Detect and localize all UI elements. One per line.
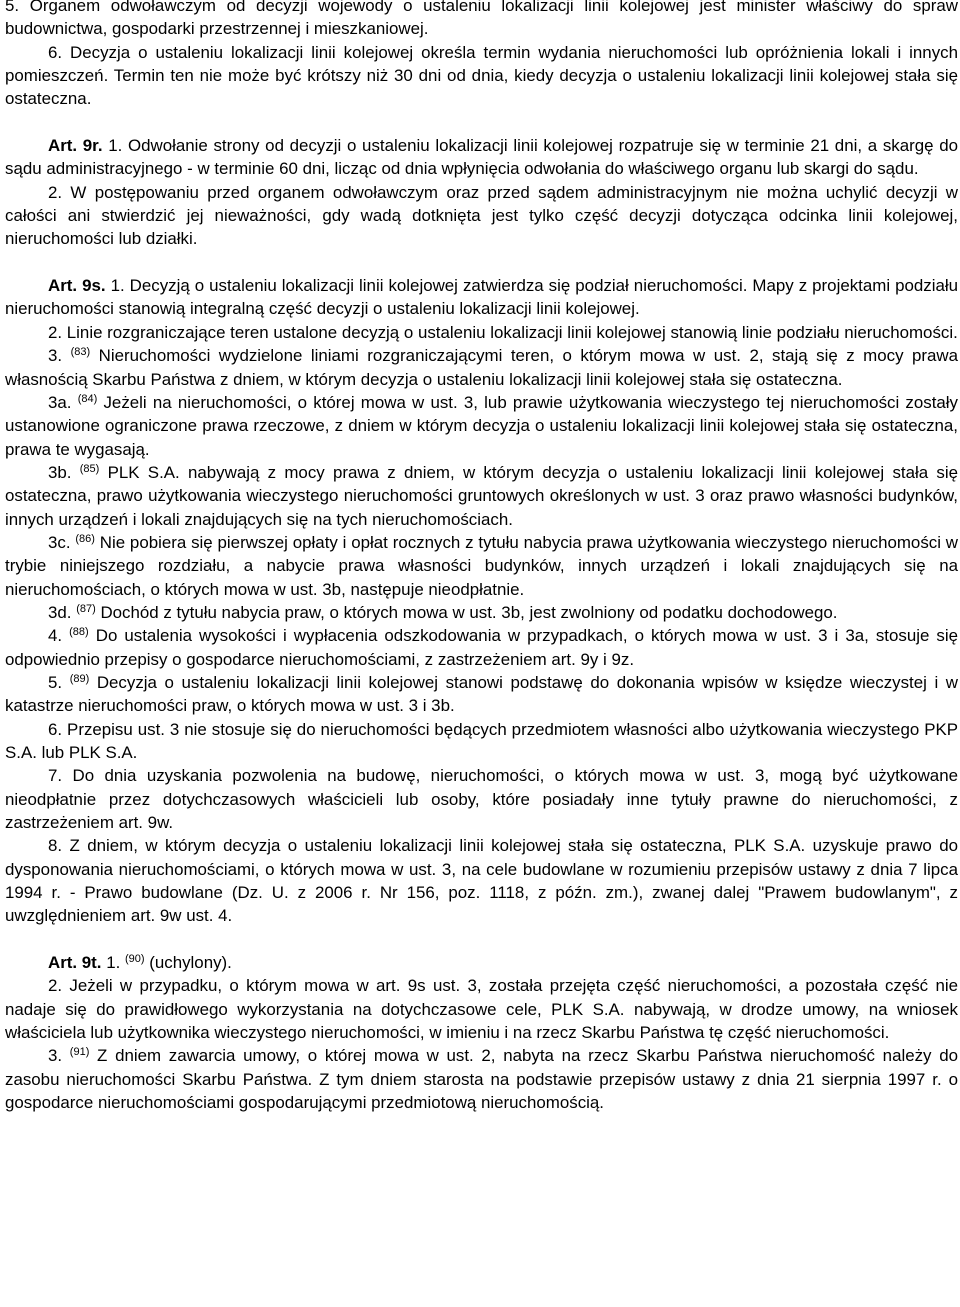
- article-9s-paragraph-1: [5, 274, 958, 321]
- article-9s-paragraph-3d: [5, 601, 958, 624]
- paragraph-text: Nieruchomości wydzielone liniami rozgraniczającymi teren, o którym mowa w ust. 2, stają się z mocy prawa własnością Skarbu Państwa z dniem, w którym decyzja o ustaleniu lokalizacji linii kolejowej stała się ostateczna.: [5, 346, 958, 389]
- paragraph-text: Z dniem, w którym decyzja o ustaleniu lokalizacji linii kolejowej stała się ostateczna, PLK S.A. uzyskuje prawo do dysponowania nieruchomościami, o których mowa w ust. 3, na cele budowlane w rozumieniu przepisów ustawy z dnia 7 lipca 1994 r. - Prawo budowlane (Dz. U. z 2006 r. Nr 156, poz. 1118, z późn. zm.), zwanej dalej "Prawem budowlanym", z uwzględnieniem art. 9w ust. 4.: [5, 836, 958, 926]
- article-9s-paragraph-2: [5, 321, 958, 344]
- paragraph-number: 3c.: [48, 532, 71, 552]
- paragraph-number: 3.: [48, 1046, 63, 1066]
- paragraph-text: Nie pobiera się pierwszej opłaty i opłat rocznych z tytułu nabycia prawa użytkowania wieczystego nieruchomości w trybie niniejszego rozdziału, a nabycie prawa własności budynków, innych urządzeń i lokali znajdujących się na nieruchomościach, o których mowa w ust. 3b, następuje nieodpłatnie.: [5, 532, 958, 599]
- paragraph-number: 2.: [48, 182, 63, 202]
- paragraph-number: 5.: [5, 0, 20, 15]
- paragraph-text: Przepisu ust. 3 nie stosuje się do nieruchomości będących przedmiotem własności albo użytkowania wieczystego PKP S.A. lub PLK S.A.: [5, 719, 958, 762]
- paragraph-text: Jeżeli w przypadku, o którym mowa w art. 9s ust. 3, została przejęta część nieruchomości, a pozostała część nie nadaje się do prawidłowego wykorzystania na dotychczasowe cele, PLK S.A. nabywają, w drodze umowy, na wniosek właściciela lub użytkownika wieczystego nieruchomości, w imieniu i na rzecz Skarbu Państwa tę część nieruchomości.: [5, 976, 958, 1043]
- article-9r-paragraph-1: [5, 134, 958, 181]
- article-9r-paragraph-2: [5, 181, 958, 251]
- article-9t-paragraph-1: [5, 951, 958, 974]
- paragraph-text: Organem odwoławczym od decyzji wojewody o ustaleniu lokalizacji linii kolejowej jest minister właściwy do spraw budownictwa, gospodarki przestrzennej i mieszkaniowej.: [5, 0, 958, 39]
- paragraph-number: 1.: [105, 276, 125, 296]
- article-9s-paragraph-3c: [5, 531, 958, 601]
- paragraph-text: Do ustalenia wysokości i wypłacenia odszkodowania w przypadkach, o których mowa w ust. 3 i 3a, stosuje się odpowiednio przepisy o gospodarce nieruchomościami, z zastrzeżeniem art. 9y i 9z.: [5, 626, 958, 669]
- paragraph-number: 6.: [48, 42, 63, 62]
- paragraph-number: 2.: [48, 976, 63, 996]
- footnote-ref: (87): [76, 602, 96, 615]
- footnote-ref: (83): [70, 346, 91, 359]
- article-heading: Art. 9s.: [48, 276, 106, 296]
- article-9s-paragraph-3b: [5, 461, 958, 531]
- footnote-ref: (89): [69, 672, 90, 685]
- footnote-ref: (85): [79, 462, 100, 475]
- paragraph-number: 3a.: [48, 392, 72, 412]
- footnote-ref: (84): [77, 392, 98, 405]
- paragraph-number: 7.: [48, 766, 63, 786]
- paragraph-6: [5, 41, 958, 111]
- article-9t-paragraph-3: [5, 1044, 958, 1114]
- article-9s-paragraph-7: [5, 764, 958, 834]
- paragraph-text: Linie rozgraniczające teren ustalone decyzją o ustaleniu lokalizacji linii kolejowej stanowią linie podziału nieruchomości.: [62, 322, 958, 342]
- article-9s-paragraph-8: [5, 834, 958, 927]
- paragraph-text: Odwołanie strony od decyzji o ustaleniu lokalizacji linii kolejowej rozpatruje się w terminie 21 dni, a skargę do sądu administracyjnego - w terminie 60 dni, licząc od dnia wpłynięcia odwołania do właściwego organu lub skargi do sądu.: [5, 136, 958, 179]
- footnote-ref: (90): [124, 953, 145, 966]
- paragraph-number: 6.: [48, 719, 63, 739]
- paragraph-text: Decyzja o ustaleniu lokalizacji linii kolejowej stanowi podstawę do dokonania wpisów w księdze wieczystej i w katastrze nieruchomości praw, o których mowa w ust. 3 i 3b.: [5, 672, 958, 716]
- paragraph-number: 3.: [48, 346, 63, 366]
- paragraph-text: Dochód z tytułu nabycia praw, o których mowa w ust. 3b, jest zwolniony od podatku dochodowego.: [95, 602, 838, 622]
- footnote-ref: (91): [69, 1046, 90, 1059]
- paragraph-text: Do dnia uzyskania pozwolenia na budowę, nieruchomości, o których mowa w ust. 3, mogą być użytkowane nieodpłatnie przez dotychczasowych właścicieli lub osoby, które posiadały inne tytuły prawne do nieruchomości, z zastrzeżeniem art. 9w.: [5, 766, 958, 833]
- document-page: [5, 0, 958, 1115]
- paragraph-text: Decyzja o ustaleniu lokalizacji linii kolejowej określa termin wydania nieruchomości lub opróżnienia lokali i innych pomieszczeń. Termin ten nie może być krótszy niż 30 dni od dnia, kiedy decyzja o ustaleniu lokalizacji linii kolejowej stała się ostateczna.: [5, 42, 958, 109]
- article-9s-paragraph-3: [5, 344, 958, 391]
- paragraph-text: Decyzją o ustaleniu lokalizacji linii kolejowej zatwierdza się podział nieruchomości. Mapy z projektami podziału nieruchomości stanowią integralną część decyzji o ustaleniu lokalizacji linii kolejowej.: [5, 276, 958, 319]
- paragraph-number: 1.: [101, 953, 121, 973]
- footnote-ref: (86): [75, 532, 95, 545]
- article-9s-paragraph-4: [5, 624, 958, 671]
- paragraph-text: PLK S.A. nabywają z mocy prawa z dniem, w którym decyzja o ustaleniu lokalizacji linii kolejowej stała się ostateczna, prawo użytkowania wieczystego nieruchomości gruntowych określonych w ust. 3 oraz prawo własności budynków, innych urządzeń i lokali znajdujących się na tych nieruchomościach.: [5, 462, 958, 529]
- article-9s-paragraph-3a: [5, 391, 958, 461]
- paragraph-text: Z dniem zawarcia umowy, o której mowa w ust. 2, nabyta na rzecz Skarbu Państwa nieruchomość należy do zasobu nieruchomości Skarbu Państwa. Z tym dniem starosta na podstawie przepisów ustawy z dnia 21 sierpnia 1997 r. o gospodarce nieruchomościami gospodarującymi przedmiotową nieruchomością.: [5, 1046, 958, 1113]
- paragraph-number: 3d.: [48, 602, 72, 622]
- article-9s-paragraph-5: [5, 671, 958, 718]
- article-9s-paragraph-6: [5, 718, 958, 765]
- paragraph-5: [5, 0, 958, 41]
- paragraph-number: 8.: [48, 836, 63, 856]
- paragraph-number: 5.: [48, 672, 63, 692]
- footnote-ref: (88): [69, 626, 89, 639]
- paragraph-number: 1.: [102, 136, 123, 156]
- paragraph-text: Jeżeli na nieruchomości, o której mowa w ust. 3, lub prawie użytkowania wieczystego tej nieruchomości zostały ustanowione ograniczone prawa rzeczowe, z dniem w którym decyzja o ustaleniu lokalizacji linii kolejowej stała się ostateczna, prawa te wygasają.: [5, 392, 958, 459]
- paragraph-text: W postępowaniu przed organem odwoławczym oraz przed sądem administracyjnym nie można uchylić decyzji w całości ani stwierdzić jej nieważności, gdy wadą dotknięta jest tylko część decyzji dotycząca odcinka linii kolejowej, nieruchomości lub działki.: [5, 182, 958, 249]
- article-9t-paragraph-2: [5, 974, 958, 1044]
- paragraph-number: 3b.: [48, 462, 72, 482]
- paragraph-number: 2.: [48, 322, 63, 342]
- article-heading: Art. 9t.: [48, 953, 102, 973]
- paragraph-number: 4.: [48, 626, 63, 646]
- article-heading: Art. 9r.: [48, 136, 103, 156]
- paragraph-text: (uchylony).: [144, 953, 232, 973]
